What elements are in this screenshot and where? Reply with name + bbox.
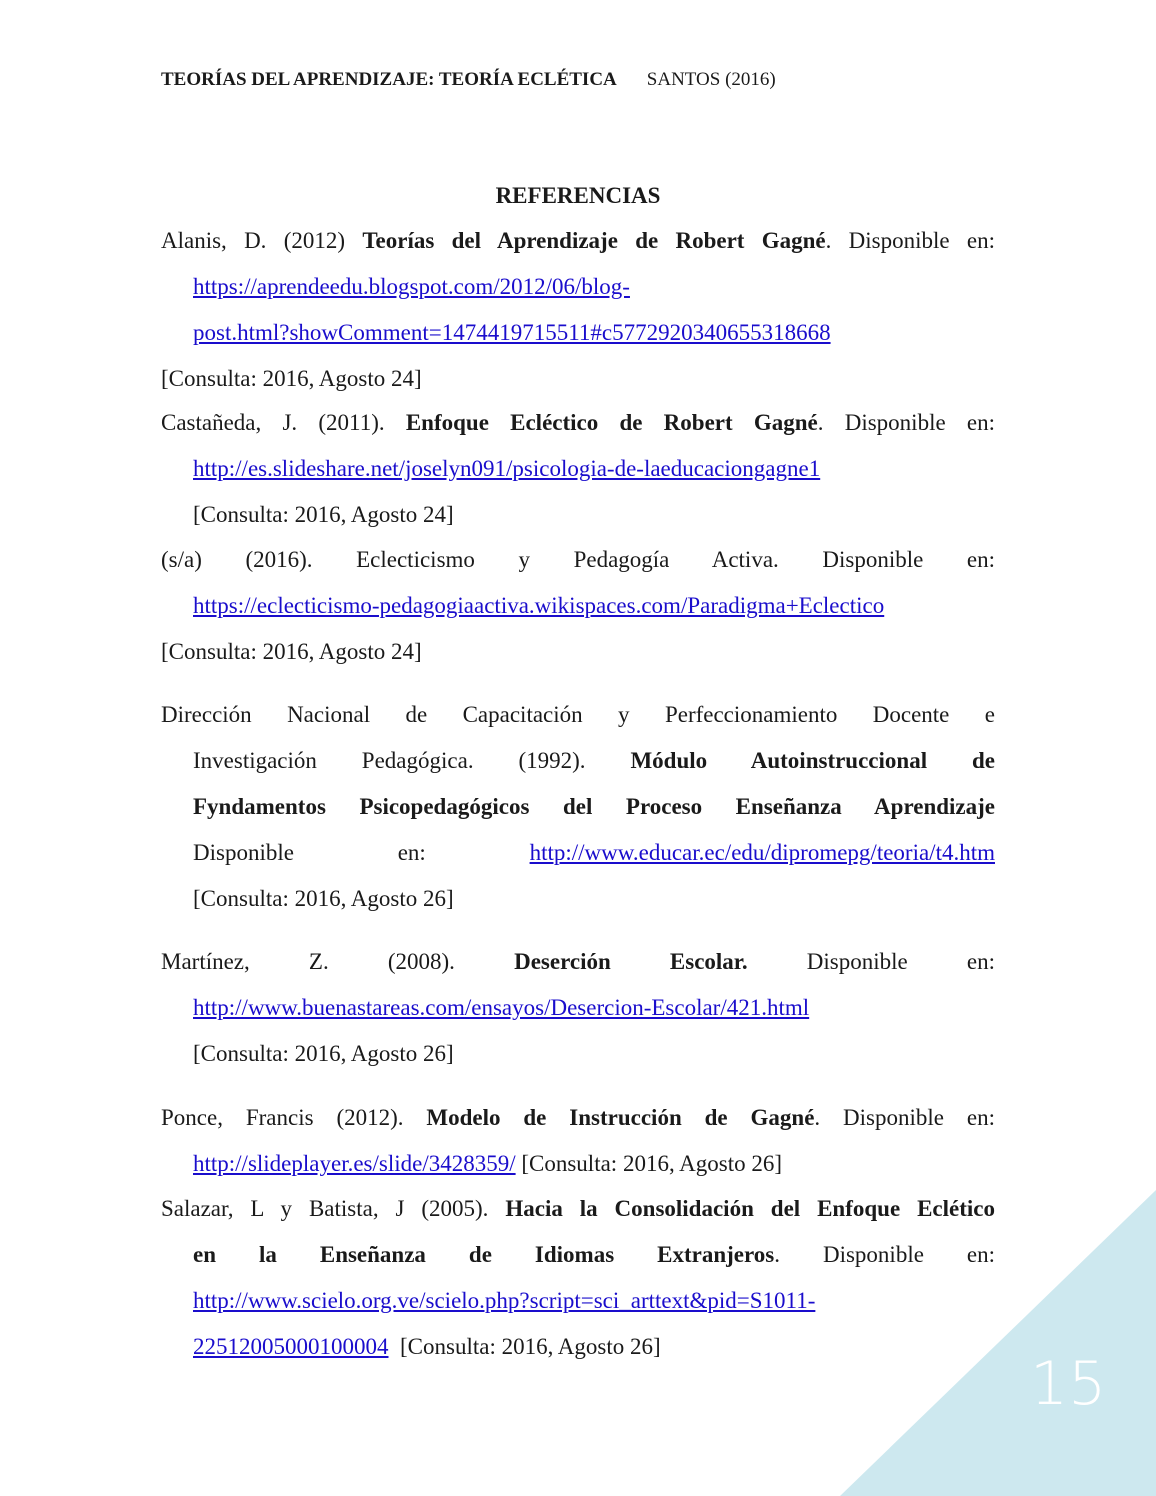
reference-title: Enfoque Ecléctico de Robert Gagné (405, 410, 818, 435)
reference-title: Fyndamentos Psicopedagógicos del Proceso Enseñanza Aprendizaje (193, 794, 995, 819)
reference-consulta: [Consulta: 2016, Agosto 26] (515, 1151, 783, 1176)
reference-link[interactable]: http://slideplayer.es/slide/3428359/ (193, 1151, 516, 1176)
reference-consulta: [Consulta: 2016, Agosto 24] (161, 366, 422, 391)
reference-salazar: Salazar, L y Batista, J (2005). Hacia la Consolidación del Enfoque Eclético en la Enseñanza de Idiomas Extranjeros. Disponible en: http://www.scielo.org.ve/scielo.php?script=sci_arttext&pid=S1011- 22512005000100004 [Consulta: 2016, Agosto 26] (161, 1196, 996, 1359)
reference-link[interactable]: post.html?showComment=1474419715511#c5772920340655318668 (193, 320, 831, 345)
header-title: TEORÍAS DEL APRENDIZAJE: TEORÍA ECLÉTICA (161, 69, 617, 90)
section-title: REFERENCIAS (495, 183, 661, 208)
header-author-year: SANTOS (2016) (646, 69, 776, 90)
reference-link[interactable]: http://www.educar.ec/edu/dipromepg/teoria/t4.htm (529, 840, 995, 865)
reference-link[interactable]: http://www.buenastareas.com/ensayos/Desercion-Escolar/421.html (193, 995, 810, 1020)
reference-consulta: [Consulta: 2016, Agosto 26] (193, 886, 454, 911)
reference-castaneda: Castañeda, J. (2011). Enfoque Ecléctico de Robert Gagné. Disponible en: http://es.slideshare.net/joselyn091/psicologia-de-laeducaciongagne1 [Consulta: 2016, Agosto 24] (161, 400, 995, 538)
reference-eclecticismo: (s/a) (2016). Eclecticismo y Pedagogía Activa. Disponible en: https://eclecticismo-pedagogiaactiva.wikispaces.com/Paradigma+Eclectico [Consulta: 2016, Agosto 24] (161, 537, 995, 675)
reference-consulta: [Consulta: 2016, Agosto 24] (161, 639, 422, 664)
reference-title: Deserción Escolar. (514, 949, 748, 974)
reference-consulta: [Consulta: 2016, Agosto 26] (193, 1041, 454, 1066)
reference-title: Hacia la Consolidación del Enfoque Eclético (505, 1196, 995, 1221)
reference-direccion-nacional: Dirección Nacional de Capacitación y Perfeccionamiento Docente e Investigación Pedagógica. (1992). Módulo Autoinstruccional de Fyndamentos Psicopedagógicos del Proceso Enseñanza Aprendizaje Disponible en: http://www.educar.ec/edu/dipromepg/teoria/t4.htm [Consulta: 2016, Agosto 26] (161, 692, 995, 922)
reference-consulta: [Consulta: 2016, Agosto 24] (193, 502, 454, 527)
page-number: 15 (1030, 1349, 1107, 1419)
running-header (161, 66, 776, 94)
reference-title: Módulo Autoinstruccional de (630, 748, 995, 773)
reference-link[interactable]: 22512005000100004 (193, 1334, 389, 1359)
reference-link[interactable]: https://aprendeedu.blogspot.com/2012/06/blog- (193, 274, 630, 299)
reference-link[interactable]: https://eclecticismo-pedagogiaactiva.wikispaces.com/Paradigma+Eclectico (193, 593, 885, 618)
reference-title: en la Enseñanza de Idiomas Extranjeros (193, 1242, 775, 1267)
reference-title: Teorías del Aprendizaje de Robert Gagné (362, 228, 826, 253)
reference-link[interactable]: http://www.scielo.org.ve/scielo.php?script=sci_arttext&pid=S1011- (193, 1288, 816, 1313)
reference-consulta: [Consulta: 2016, Agosto 26] (388, 1334, 661, 1359)
reference-ponce: Ponce, Francis (2012). Modelo de Instrucción de Gagné. Disponible en: http://slideplayer.es/slide/3428359/ [Consulta: 2016, Agosto 26] (161, 1105, 995, 1176)
reference-link[interactable]: http://es.slideshare.net/joselyn091/psicologia-de-laeducaciongagne1 (193, 456, 821, 481)
reference-alanis: Alanis, D. (2012) Teorías del Aprendizaje de Robert Gagné. Disponible en: https://aprendeedu.blogspot.com/2012/06/blog- post.html?showComment=1474419715511#c5772920340655318668 [Consulta: 2016, Agosto 24] (161, 218, 995, 402)
reference-title: Modelo de Instrucción de Gagné (426, 1105, 815, 1130)
reference-martinez: Martínez, Z. (2008). Deserción Escolar. Disponible en: http://www.buenastareas.com/ensayos/Desercion-Escolar/421.html [Consulta: 2016, Agosto 26] (161, 939, 995, 1077)
